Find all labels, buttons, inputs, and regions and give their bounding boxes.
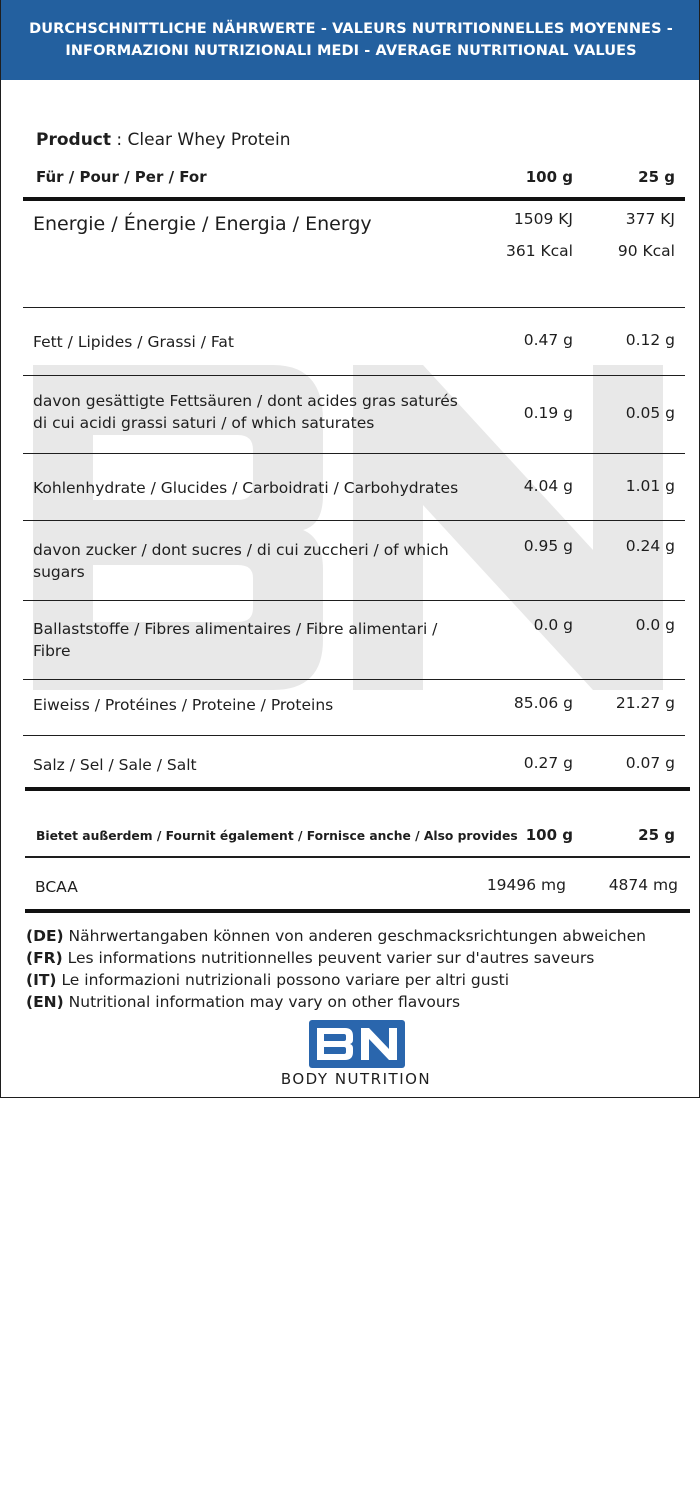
- note-text: Les informations nutritionnelles peuvent varier sur d'autres saveurs: [62, 949, 595, 967]
- row-divider: [23, 307, 685, 308]
- row-divider: [23, 679, 685, 680]
- note-code: (IT): [26, 971, 57, 989]
- row-fibre-label-line2: Fibre: [33, 642, 71, 660]
- row-protein-label: Eiweiss / Protéines / Proteine / Proteins: [33, 696, 334, 714]
- extra-col-25g-header: 25 g: [638, 826, 675, 844]
- note-text: Nutritional information may vary on other flavours: [63, 993, 461, 1011]
- note-code: (FR): [26, 949, 63, 967]
- row-divider: [23, 375, 685, 376]
- col-25g-header: 25 g: [638, 168, 675, 186]
- product-line: [36, 130, 291, 150]
- extra-bottom-divider: [25, 909, 690, 913]
- note-code: (DE): [26, 927, 64, 945]
- row-fibre-25g: 0.0 g: [635, 616, 675, 634]
- row-energy-kcal-25g: 90 Kcal: [617, 242, 675, 260]
- row-divider: [23, 453, 685, 454]
- row-carbs-100g: 4.04 g: [523, 477, 573, 495]
- row-saturates-label-line1: davon gesättigte Fettsäuren / dont acides gras saturés: [33, 392, 458, 410]
- header-line-2: INFORMAZIONI NUTRIZIONALI MEDI - AVERAGE NUTRITIONAL VALUES: [65, 43, 637, 59]
- bn-logo: [309, 1020, 405, 1068]
- row-salt-label: Salz / Sel / Sale / Salt: [33, 756, 197, 774]
- row-energy-label: Energie / Énergie / Energia / Energy: [33, 213, 372, 235]
- row-saturates-25g: 0.05 g: [625, 404, 675, 422]
- row-fat-100g: 0.47 g: [523, 331, 573, 349]
- row-sugars-label: [33, 539, 449, 583]
- header-line-1: DURCHSCHNITTLICHE NÄHRWERTE - VALEURS NUTRITIONNELLES MOYENNES -: [29, 21, 673, 37]
- row-sugars-25g: 0.24 g: [625, 537, 675, 555]
- row-salt-100g: 0.27 g: [523, 754, 573, 772]
- row-carbs-25g: 1.01 g: [625, 477, 675, 495]
- row-bcaa-25g: 4874 mg: [608, 876, 678, 894]
- row-sugars-label-line2: sugars: [33, 563, 85, 581]
- note-code: (EN): [26, 993, 64, 1011]
- note-en: [26, 991, 646, 1013]
- product-name: Clear Whey Protein: [127, 130, 291, 150]
- per-label: Für / Pour / Per / For: [36, 168, 207, 186]
- note-text: Nährwertangaben können von anderen geschmacksrichtungen abweichen: [63, 927, 646, 945]
- row-sugars-label-line1: davon zucker / dont sucres / di cui zuccheri / of which: [33, 541, 449, 559]
- row-divider: [23, 600, 685, 601]
- row-fat-label: Fett / Lipides / Grassi / Fat: [33, 333, 234, 351]
- row-protein-25g: 21.27 g: [615, 694, 675, 712]
- page-header: [1, 0, 700, 80]
- note-text: Le informazioni nutrizionali possono variare per altri gusti: [56, 971, 510, 989]
- row-bcaa-label: BCAA: [35, 878, 78, 896]
- row-fibre-label-line1: Ballaststoffe / Fibres alimentaires / Fibre alimentari /: [33, 620, 438, 638]
- row-protein-100g: 85.06 g: [513, 694, 573, 712]
- extra-header-divider: [25, 856, 690, 858]
- product-separator: :: [111, 130, 128, 150]
- row-fat-25g: 0.12 g: [625, 331, 675, 349]
- note-fr: [26, 947, 646, 969]
- header-divider: [23, 197, 685, 201]
- flavour-notes: [26, 925, 646, 1013]
- row-bcaa-100g: 19496 mg: [486, 876, 566, 894]
- row-saturates-label: [33, 390, 458, 434]
- row-divider: [23, 520, 685, 521]
- row-energy-kcal-100g: 361 Kcal: [505, 242, 573, 260]
- section-divider: [25, 787, 690, 791]
- note-de: [26, 925, 646, 947]
- brand-name: BODY NUTRITION: [280, 1070, 432, 1088]
- row-fibre-label: [33, 618, 437, 662]
- also-provides-label: Bietet außerdem / Fournit également / Fornisce anche / Also provides: [36, 829, 518, 843]
- row-energy-kj-100g: 1509 KJ: [513, 210, 573, 228]
- extra-col-100g-header: 100 g: [525, 826, 573, 844]
- row-fibre-100g: 0.0 g: [533, 616, 573, 634]
- row-carbs-label: Kohlenhydrate / Glucides / Carboidrati / Carbohydrates: [33, 479, 459, 497]
- col-100g-header: 100 g: [525, 168, 573, 186]
- row-salt-25g: 0.07 g: [625, 754, 675, 772]
- row-sugars-100g: 0.95 g: [523, 537, 573, 555]
- row-saturates-label-line2: di cui acidi grassi saturi / of which saturates: [33, 414, 375, 432]
- note-it: [26, 969, 646, 991]
- product-label: Product: [36, 130, 111, 150]
- row-divider: [23, 735, 685, 736]
- row-energy-kj-25g: 377 KJ: [625, 210, 675, 228]
- row-saturates-100g: 0.19 g: [523, 404, 573, 422]
